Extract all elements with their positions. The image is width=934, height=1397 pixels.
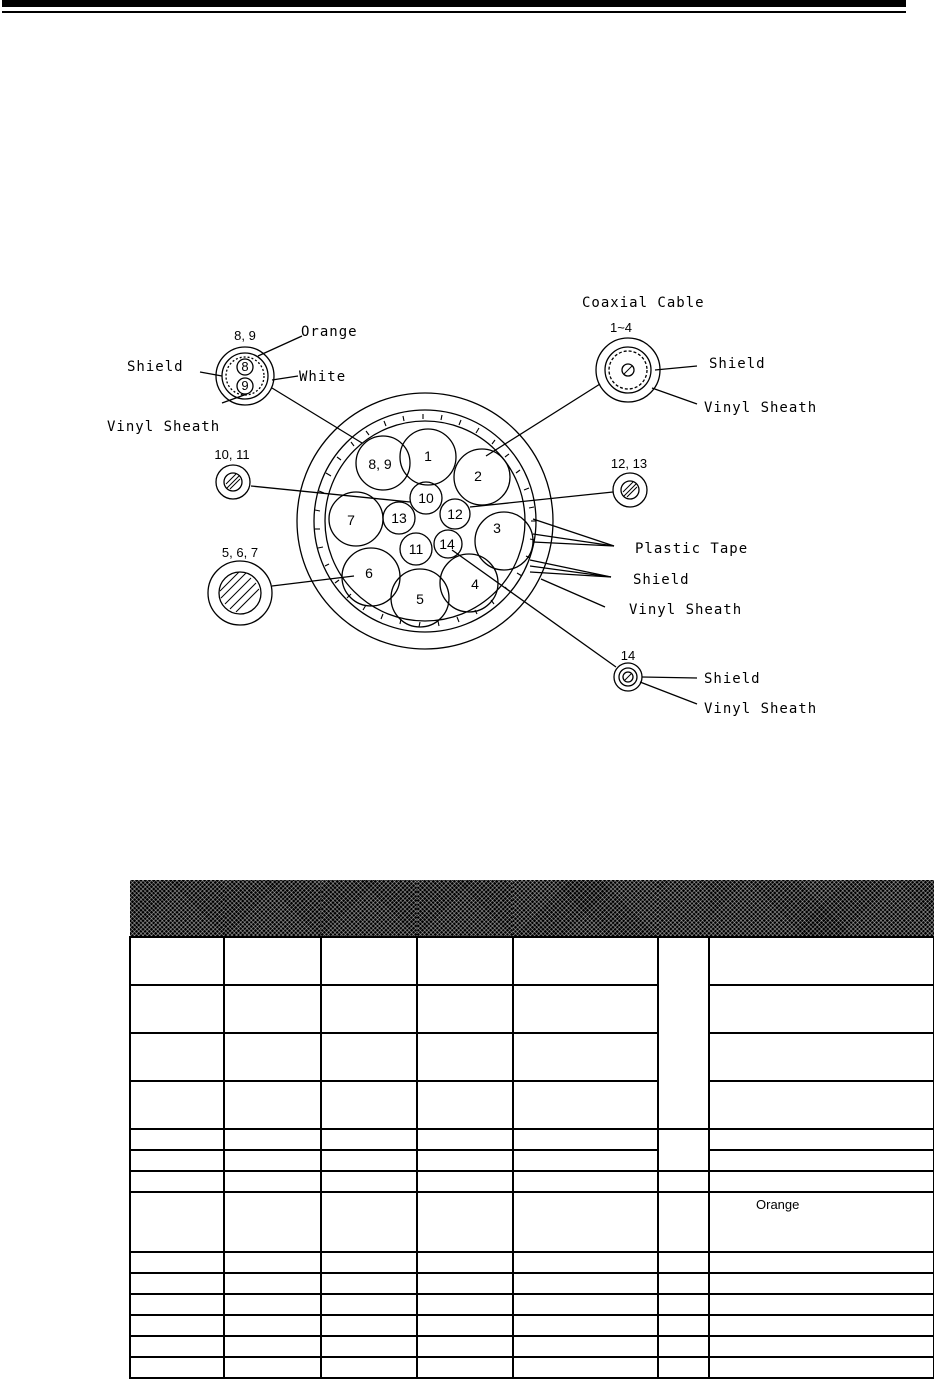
core-label: 14 [439,536,455,552]
table-row [130,937,934,985]
outer-sheath-circle [297,393,553,649]
shield-label-14: Shield [704,671,761,687]
table-header-cell [658,880,709,937]
pair-core-label: 9 [241,378,249,393]
table-row [130,1273,934,1294]
group-label-5-6-7: 5, 6, 7 [221,545,259,560]
group-label-8-9: 8, 9 [234,328,256,343]
group-label-14: 14 [620,648,636,663]
table-row [130,1081,934,1129]
table-row [130,985,934,1033]
vinyl-sheath-label-coax: Vinyl Sheath [704,400,818,416]
coaxial-cable-title: Coaxial Cable [582,295,705,311]
table-header-row [130,880,934,937]
core-label: 6 [365,565,373,581]
table-row [130,1129,934,1150]
table-row [130,1357,934,1378]
core-label: 2 [474,468,482,484]
group-label-1-4: 1~4 [609,320,633,335]
core-label: 3 [493,520,501,536]
table-row [130,1192,934,1252]
shield-label-pair: Shield [127,359,184,375]
header-rule-thin [2,11,906,13]
pair-core-label: 8 [241,359,249,374]
vinyl-sheath-label-pair: Vinyl Sheath [107,419,221,435]
group-label-10-11: 10, 11 [214,447,250,462]
table-row [130,1252,934,1273]
table-header-cell [321,880,417,937]
table-header-cell [130,880,224,937]
table-header-cell [709,880,934,937]
table-row [130,1336,934,1357]
shield-label-main: Shield [633,572,690,588]
table-header-cell [417,880,513,937]
wiring-table [129,880,934,1379]
table-header-cell [224,880,321,937]
shield-label-coax: Shield [709,356,766,372]
core-label: 10 [418,490,434,506]
plastic-tape-label: Plastic Tape [635,541,749,557]
core-label: 4 [471,576,479,592]
core-label: 12 [447,506,463,522]
table-header-cell [513,880,658,937]
table-row [130,1033,934,1081]
table-row [130,1150,934,1171]
white-label: White [299,369,347,385]
core-label: 1 [424,448,432,464]
vinyl-sheath-label-main: Vinyl Sheath [629,602,743,618]
core-label: 8, 9 [368,456,392,472]
vinyl-sheath-label-14: Vinyl Sheath [704,701,818,717]
table-row [130,1315,934,1336]
orange-note: Orange [756,1197,800,1212]
core-label: 5 [416,591,424,607]
core-label: 7 [347,512,355,528]
core-label: 11 [408,541,424,557]
cable-cross-section-diagram [0,280,934,730]
orange-label: Orange [301,324,358,340]
group-label-12-13: 12, 13 [610,456,648,471]
table-row [130,1171,934,1192]
table-row [130,1294,934,1315]
header-rule-thick [2,0,906,7]
core-label: 13 [391,510,407,526]
